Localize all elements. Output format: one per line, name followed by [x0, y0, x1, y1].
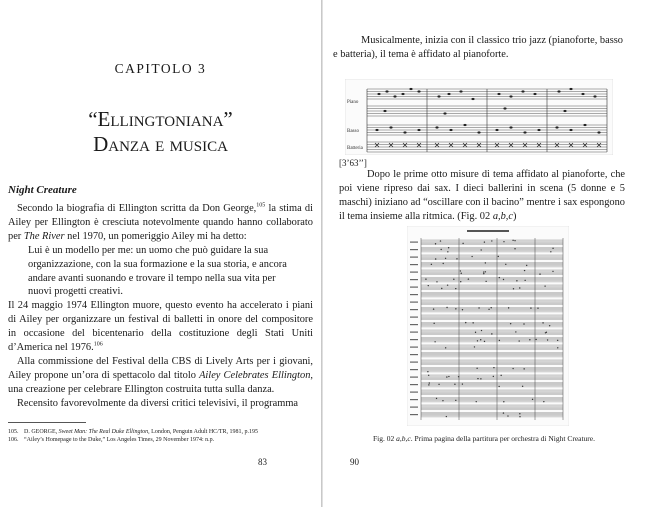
score-note	[507, 415, 508, 416]
score-instrument-label	[410, 264, 418, 265]
score-note	[447, 251, 448, 252]
score-note	[433, 308, 434, 309]
score-note	[510, 323, 511, 324]
score-note	[461, 273, 462, 274]
score-note	[484, 341, 485, 342]
chapter-label: CAPITOLO 3	[114, 61, 207, 76]
score-note	[440, 249, 441, 250]
footnote-106: 106. “Ailey’s Homepage to the Duke,” Los Angeles Times, 29 November 1974: n.p.	[8, 437, 215, 444]
score-note	[478, 307, 479, 308]
score-note	[518, 340, 519, 341]
score-instrument-label	[410, 324, 418, 325]
score-label-bass: Basso	[347, 129, 359, 134]
score-note	[445, 347, 446, 348]
orchestra-score-image	[407, 226, 569, 426]
score-note	[447, 284, 448, 285]
score-note	[436, 398, 437, 399]
score-instrument-label	[410, 339, 418, 340]
score-note	[454, 384, 455, 385]
score-note	[519, 413, 520, 414]
score-instrument-label	[410, 249, 418, 250]
score-note	[523, 323, 524, 324]
score-note	[465, 322, 466, 323]
footnote-divider	[8, 422, 86, 423]
chapter-title-line1: “Ellingtoniana”	[88, 107, 233, 131]
score-instrument-label	[410, 302, 418, 303]
score-note	[483, 271, 484, 272]
paragraph-4: Recensito favorevolmente da diversi critici televisivi, il programma	[17, 397, 299, 409]
score-instrument-label	[410, 369, 418, 370]
score-note	[448, 247, 449, 248]
score-note	[547, 339, 548, 340]
score-note	[488, 309, 489, 310]
left-body-text	[8, 202, 313, 411]
score-note	[526, 265, 527, 266]
score-note	[460, 281, 461, 282]
score-note	[483, 273, 484, 274]
score-note	[519, 416, 520, 417]
score-note	[431, 264, 432, 265]
score-note	[446, 307, 447, 308]
score-note	[515, 331, 516, 332]
score-instrument-label	[410, 279, 418, 280]
score-note	[476, 401, 477, 402]
score-note	[530, 307, 531, 308]
score-note	[557, 347, 558, 348]
score-instrument-label	[410, 294, 418, 295]
score-note	[499, 340, 500, 341]
chapter-title-line2: Danza e musica	[93, 132, 228, 156]
score-instrument-label	[410, 377, 418, 378]
score-instrument-label	[410, 362, 418, 363]
footnote-ref-106[interactable]: 106	[93, 341, 103, 348]
score-note	[472, 322, 473, 323]
section-heading: Night Creature	[8, 184, 77, 196]
score-note	[428, 285, 429, 286]
score-note	[433, 323, 434, 324]
paragraph-1: Secondo la biografia di Ellington scritta da Don George,$^{105}$ la stima di Ailey per Ellington è cresciuta notevolmente quando hanno collaborato per The River nel 1970, un pomeriggio Ailey mi ha detto:	[8, 202, 313, 242]
score-instrument-label	[410, 384, 418, 385]
score-instrument-label	[410, 332, 418, 333]
score-note	[445, 258, 446, 259]
score-note	[503, 241, 504, 242]
score-instrument-label	[410, 407, 418, 408]
footnotes	[8, 428, 313, 444]
score-note	[523, 368, 524, 369]
right-body-text-top	[333, 34, 623, 62]
score-instrument-label	[410, 257, 418, 258]
score-note	[477, 340, 478, 341]
score-label-drums: Batteria	[347, 146, 363, 151]
score-note	[545, 332, 546, 333]
score-note	[557, 340, 558, 341]
score-note	[498, 256, 499, 257]
score-note	[442, 400, 443, 401]
score-instrument-label	[410, 347, 418, 348]
score-note	[550, 251, 551, 252]
score-note	[456, 258, 457, 259]
footnote-ref-105[interactable]: 105	[256, 202, 266, 209]
score-note	[435, 243, 436, 244]
score-note	[498, 386, 499, 387]
score-instrument-label	[410, 287, 418, 288]
score-instrument-label	[410, 392, 418, 393]
score-note	[529, 339, 530, 340]
score-note	[471, 256, 472, 257]
score-note	[453, 279, 454, 280]
score-note	[480, 249, 481, 250]
score-note	[537, 307, 538, 308]
score-note	[428, 375, 429, 376]
score-note	[475, 332, 476, 333]
score-note	[499, 277, 500, 278]
score-note	[484, 242, 485, 243]
score-note	[512, 240, 513, 241]
score-note	[544, 285, 545, 286]
right-paragraph-1: Musicalmente, inizia con il classico trio jazz (pianoforte, basso e batteria), il tema è affidato al pianoforte.	[333, 35, 623, 60]
score-note	[543, 401, 544, 402]
score-note	[524, 270, 525, 271]
score-note	[427, 371, 428, 372]
score-note	[542, 322, 543, 323]
score-note	[436, 281, 437, 282]
score-instrument-label	[410, 272, 418, 273]
score-note	[462, 243, 463, 244]
score-note	[512, 368, 513, 369]
score-note	[458, 376, 459, 377]
score-note	[491, 240, 492, 241]
score-note	[435, 258, 436, 259]
score-note	[474, 346, 475, 347]
score-note	[500, 375, 501, 376]
score-note	[552, 271, 553, 272]
score-note	[508, 307, 509, 308]
score-note	[455, 400, 456, 401]
score-note	[513, 288, 514, 289]
score-note	[539, 274, 540, 275]
score-note	[446, 416, 447, 417]
score-note	[522, 386, 523, 387]
right-paragraph-2: Dopo le prime otto misure di tema affidato al pianoforte, che poi viene ripreso dai sax. I dieci ballerini in scena (5 donne e 5 maschi) iniziano ad “oscillare con il bacino” mentre i sax espongono il tema insieme alla ritmica. (Fig. 02 a,b,c)	[339, 169, 625, 222]
score-note	[485, 262, 486, 263]
score-note	[455, 288, 456, 289]
score-note	[438, 384, 439, 385]
block-quote: Lui è un modello per me: un uomo che può guidare la sua organizzazione, con la sua formazione e la sua storia, e ancora andare avanti suonando e trovare il tempo nella sua vita per nuovi progetti creativi.	[28, 244, 287, 298]
score-label-piano: Piano	[347, 100, 359, 105]
score-instrument-label	[410, 242, 418, 243]
score-note	[476, 368, 477, 369]
score-note	[519, 287, 520, 288]
score-note	[446, 376, 447, 377]
score-note	[503, 279, 504, 280]
score-note	[524, 280, 525, 281]
score-note	[434, 341, 435, 342]
score-note	[480, 378, 481, 379]
score-note	[532, 399, 533, 400]
score-instrument-label	[410, 317, 418, 318]
score-instrument-label	[410, 399, 418, 400]
right-page	[323, 0, 648, 507]
score-title-mark	[467, 230, 509, 232]
score-note	[428, 384, 429, 385]
score-note	[485, 281, 486, 282]
score-note	[485, 271, 486, 272]
score-note	[481, 330, 482, 331]
score-note	[505, 264, 506, 265]
score-note	[440, 240, 441, 241]
score-note	[514, 248, 515, 249]
score-note	[441, 288, 442, 289]
page-number-left: 83	[258, 457, 267, 467]
score-note	[535, 339, 536, 340]
score-note	[468, 278, 469, 279]
score-note	[480, 339, 481, 340]
footnote-105: 105. D. GEORGE, Sweet Man: The Real Duke Ellington, London, Penguin Adult HC/TR, 1981, p.195	[8, 429, 258, 435]
score-note	[503, 401, 504, 402]
score-instrument-label	[410, 414, 418, 415]
score-note	[477, 378, 478, 379]
score-note	[549, 325, 550, 326]
score-excerpt-trio	[345, 79, 613, 155]
paragraph-2: Il 24 maggio 1974 Ellington muore, questo evento ha accelerato i piani di Ailey per organizzare un festival di balletti in onore del compositore in occasione del bicentenario della costituzione degli Stati Uniti d’America nel 1976.$^{106}$	[8, 300, 313, 354]
score-note	[460, 270, 461, 271]
chapter-title	[0, 107, 321, 157]
score-note	[448, 376, 449, 377]
score-note	[516, 280, 517, 281]
page-number-right: 90	[350, 457, 359, 467]
score-note	[443, 263, 444, 264]
score-note	[429, 382, 430, 383]
score-note	[462, 309, 463, 310]
score-instrument-label	[410, 354, 418, 355]
right-body-text-mid	[339, 168, 625, 224]
paragraph-3: Alla commissione del Festival della CBS di Lively Arts per i giovani, Ailey propone un’ora di spettacolo dal titolo Ailey Celebrates Ellington, una creazione per celebrare Ellington costruita tutta sulla danza.	[8, 355, 314, 395]
score-note	[425, 278, 426, 279]
score-instrument-label	[410, 309, 418, 310]
score-note	[462, 383, 463, 384]
figure-caption: Fig. 02 a,b,c. Prima pagina della partitura per orchestra di Night Creature.	[372, 434, 596, 443]
score-note	[493, 367, 494, 368]
time-marker: [3’63’’]	[339, 158, 367, 168]
left-page	[0, 0, 321, 507]
score-note	[514, 240, 515, 241]
score-note	[503, 412, 504, 413]
score-note	[552, 248, 553, 249]
score-note	[490, 307, 491, 308]
score-note	[493, 376, 494, 377]
score-note	[455, 308, 456, 309]
score-note	[491, 333, 492, 334]
